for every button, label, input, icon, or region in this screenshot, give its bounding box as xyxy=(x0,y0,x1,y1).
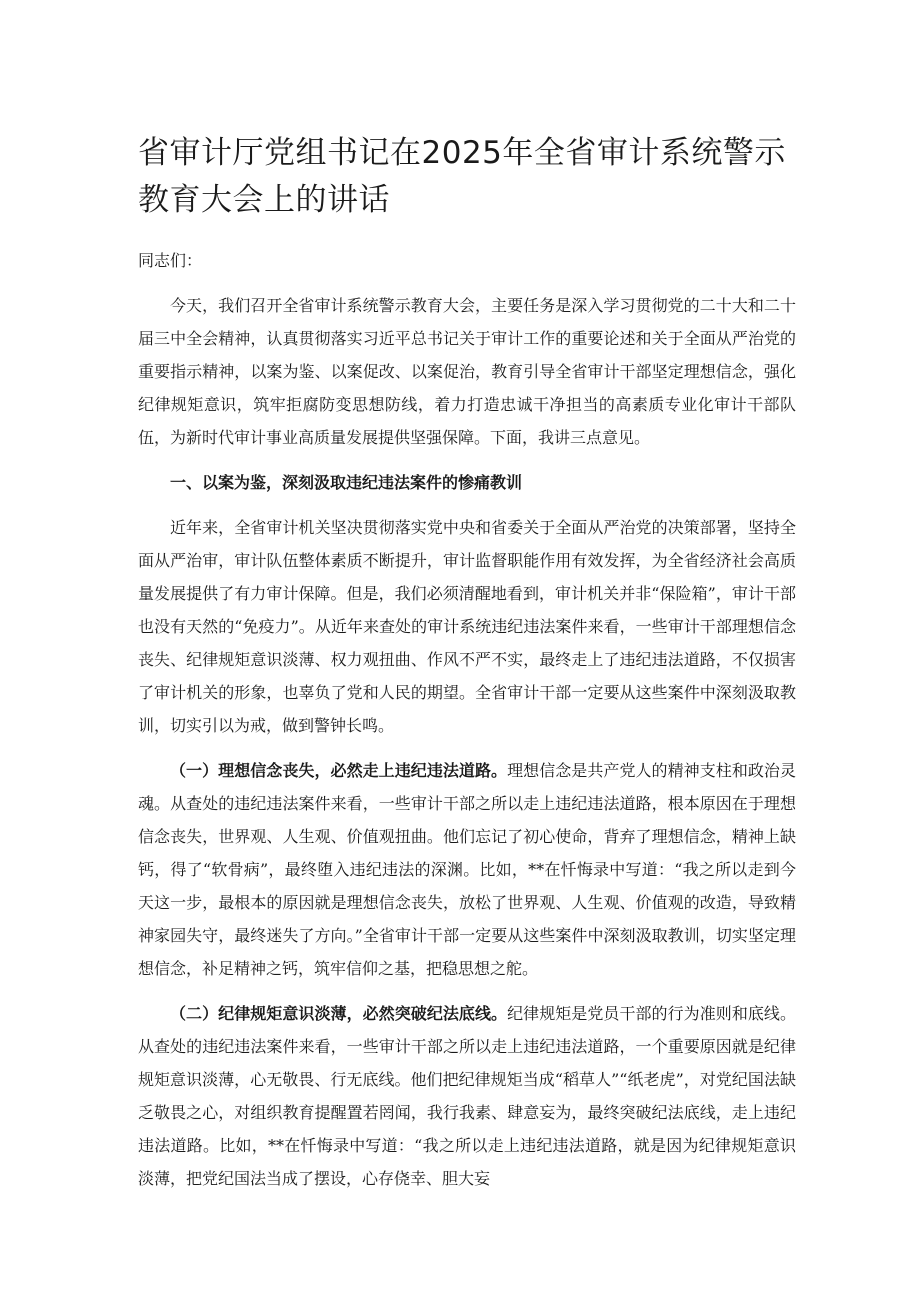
intro-paragraph: 今天，我们召开全省审计系统警示教育大会，主要任务是深入学习贯彻党的二十大和二十届三中全会精神，认真贯彻落实习近平总书记关于审计工作的重要论述和关于全面从严治党的重要指示精神，以案为鉴、以案促改、以案促治，教育引导全省审计干部坚定理想信念，强化纪律规矩意识，筑牢拒腐防变思想防线，着力打造忠诚干净担当的高素质专业化审计干部队伍，为新时代审计事业高质量发展提供坚强保障。下面，我讲三点意见。 xyxy=(138,296,796,447)
subsection-2-body: 纪律规矩是党员干部的行为准则和底线。从查处的违纪违法案件来看，一些审计干部之所以走上违纪违法道路，一个重要原因就是纪律规矩意识淡薄，心无敬畏、行无底线。他们把纪律规矩当成“稻草人”“纸老虎”，对党纪国法缺乏敬畏之心，对组织教育提醒置若罔闻，我行我素、肆意妄为，最终突破纪法底线，走上违纪违法道路。比如，**在忏悔录中写道：“我之所以走上违纪违法道路，就是因为纪律规矩意识淡薄，把党纪国法当成了摆设，心存侥幸、胆大妄 xyxy=(138,1004,796,1188)
subsection-1-body: 理想信念是共产党人的精神支柱和政治灵魂。从查处的违纪违法案件来看，一些审计干部之所以走上违纪违法道路，根本原因在于理想信念丧失，世界观、人生观、价值观扭曲。他们忘记了初心使命，背弃了理想信念，精神上缺钙，得了“软骨病”，最终堕入违纪违法的深渊。比如，**在忏悔录中写道：“我之所以走到今天这一步，最根本的原因就是理想信念丧失，放松了世界观、人生观、价值观的改造，导致精神家园失守，最终迷失了方向。”全省审计干部一定要从这些案件中深刻汲取教训，切实坚定理想信念，补足精神之钙，筑牢信仰之基，把稳思想之舵。 xyxy=(138,761,796,978)
subsection-2-lead: （二）纪律规矩意识淡薄，必然突破纪法底线。 xyxy=(170,1004,508,1023)
salutation: 同志们： xyxy=(138,251,203,270)
document-page xyxy=(138,130,796,1207)
document-title: 省审计厅党组书记在2025年全省审计系统警示教育大会上的讲话 xyxy=(138,135,786,218)
section-1-paragraph: 近年来，全省审计机关坚决贯彻落实党中央和省委关于全面从严治党的决策部署，坚持全面从严治审，审计队伍整体素质不断提升，审计监督职能作用有效发挥，为全省经济社会高质量发展提供了有力审计保障。但是，我们必须清醒地看到，审计机关并非“保险箱”，审计干部也没有天然的“免疫力”。从近年来查处的审计系统违纪违法案件来看，一些审计干部理想信念丧失、纪律规矩意识淡薄、权力观扭曲、作风不严不实，最终走上了违纪违法道路，不仅损害了审计机关的形象，也辜负了党和人民的期望。全省审计干部一定要从这些案件中深刻汲取教训，切实引以为戒，做到警钟长鸣。 xyxy=(138,518,796,735)
subsection-1-lead: （一）理想信念丧失，必然走上违纪违法道路。 xyxy=(170,761,508,780)
subsection-2-paragraph xyxy=(138,997,796,1195)
section-1-heading: 一、以案为鉴，深刻汲取违纪违法案件的惨痛教训 xyxy=(170,473,523,492)
subsection-1-paragraph xyxy=(138,754,796,985)
